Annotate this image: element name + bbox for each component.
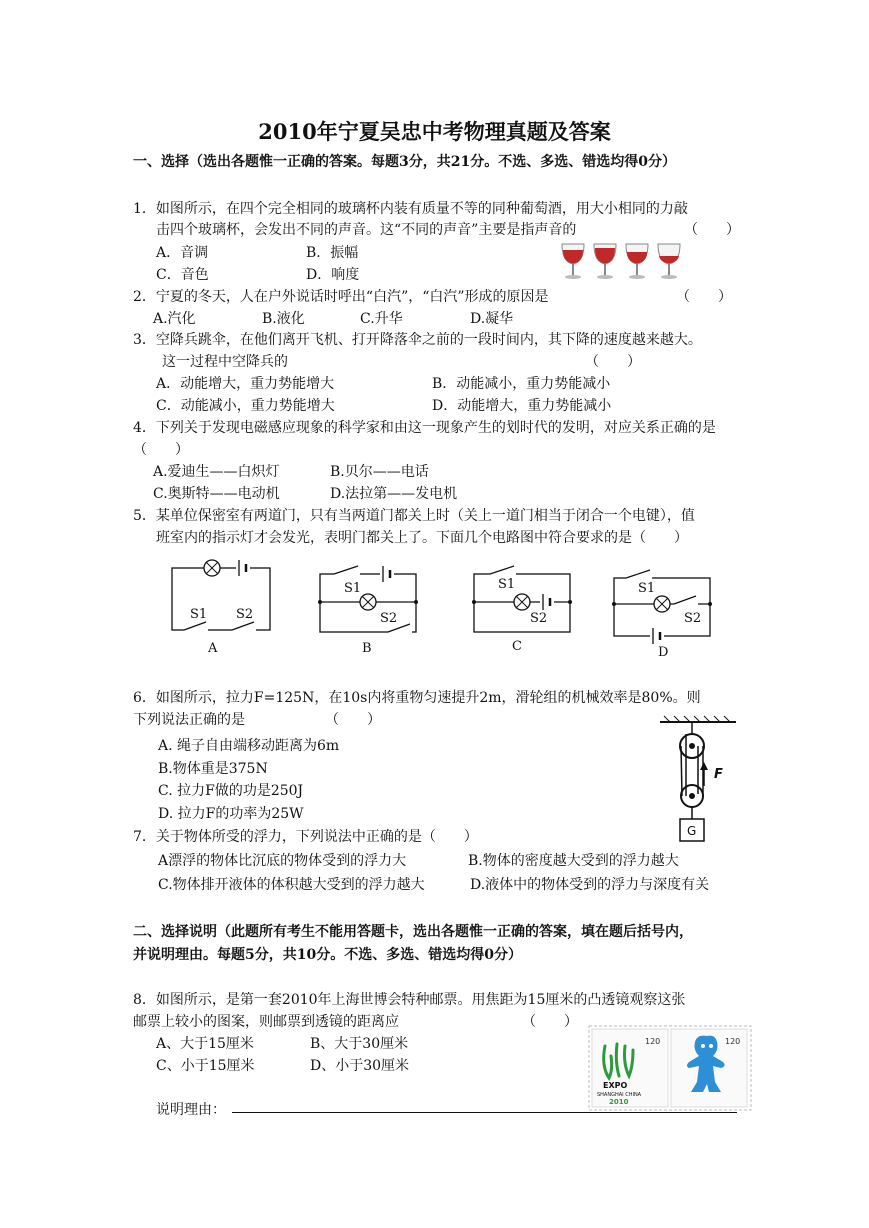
lamp-icon [204, 560, 220, 576]
switch-s2-label: S2 [236, 607, 254, 622]
switch-s1 [334, 564, 361, 596]
stamp-expo-text: EXPO [603, 1081, 628, 1090]
expo-stamps-figure [589, 1026, 751, 1110]
switch-s2-label: S2 [380, 611, 398, 626]
lamp-icon [360, 594, 376, 610]
wine-glass-3 [626, 244, 648, 279]
stamp-value-2: 120 [725, 1037, 741, 1046]
q6-line2: 下列说法正确的是 [133, 712, 245, 728]
q1-line2: 击四个玻璃杯，会发出不同的声音。这“不同的声音”主要是指声音的 [156, 222, 577, 238]
circuit-label-b: B [362, 641, 372, 656]
page-title: 2010年宁夏吴忠中考物理真题及答案 [258, 119, 611, 144]
q6-option-a[interactable]: A. 绳子自由端移动距离为6m [158, 738, 340, 754]
q7-option-b[interactable]: B.物体的密度越大受到的浮力越大 [468, 853, 679, 869]
q2-option-c[interactable]: C.升华 [360, 311, 403, 327]
q3-option-a[interactable]: A．动能增大，重力势能增大 [156, 376, 335, 392]
q3-option-d[interactable]: D．动能增大，重力势能减小 [432, 398, 612, 414]
force-arrow-icon [700, 762, 708, 770]
stamp-value-1: 120 [645, 1037, 661, 1046]
q7-stem: 7．关于物体所受的浮力，下列说法中正确的是（ ） [133, 829, 478, 845]
q4-option-a[interactable]: A.爱迪生——白炽灯 [153, 464, 280, 480]
pulley-figure [660, 716, 740, 846]
q5-line2: 班室内的指示灯才会发光，表明门都关上了。下面几个电路图中符合要求的是（ ） [156, 530, 688, 546]
q4-option-b[interactable]: B.贝尔——电话 [330, 464, 429, 480]
q4-option-d[interactable]: D.法拉第——发电机 [330, 486, 458, 502]
stamp-year-text: 2010 [609, 1098, 629, 1106]
switch-s1 [184, 607, 208, 638]
q4-option-c[interactable]: C.奥斯特——电动机 [153, 486, 280, 502]
q2-option-a[interactable]: A.汽化 [153, 311, 196, 327]
stamp-mascot-haibao [671, 1029, 747, 1107]
battery-icon [380, 566, 394, 582]
q8-option-b[interactable]: B、大于30厘米 [310, 1036, 409, 1052]
q3-paren: （ ） [585, 354, 641, 370]
circuit-b [314, 558, 426, 658]
section-1-heading: 一、选择（选出各题惟一正确的答案。每题3分，共21分。不选、多选、错选均得0分） [133, 154, 676, 170]
circuit-label-d: D [658, 645, 669, 660]
switch-s2-label: S2 [684, 611, 702, 626]
circuit-label-c: C [512, 639, 522, 654]
q6-line1: 6．如图所示，拉力F=125N，在10s内将重物匀速提升2m，滑轮组的机械效率是80%。则 [133, 690, 701, 706]
q2-option-b[interactable]: B.液化 [262, 311, 305, 327]
q3-line1: 3．空降兵跳伞，在他们离开飞机、打开降落伞之前的一段时间内，其下降的速度越来越大。 [133, 332, 702, 348]
q4-paren: （ ） [133, 442, 189, 458]
q6-paren: （ ） [325, 712, 381, 728]
weight-label: G [687, 824, 697, 838]
circuit-c [468, 558, 580, 658]
q1-paren: （ ） [684, 222, 740, 238]
q1-option-d[interactable]: D．响度 [306, 267, 360, 283]
q8-paren: （ ） [522, 1014, 578, 1030]
q8-option-d[interactable]: D、小于30厘米 [310, 1058, 410, 1074]
q3-option-b[interactable]: B．动能减小，重力势能减小 [432, 376, 611, 392]
q3-line2: 这一过程中空降兵的 [162, 354, 288, 370]
q1-option-a[interactable]: A．音调 [156, 245, 209, 261]
q2-option-d[interactable]: D.凝华 [470, 311, 514, 327]
battery-icon [236, 560, 250, 576]
switch-s2 [674, 596, 701, 626]
switch-s1 [490, 564, 516, 592]
circuit-d [608, 558, 720, 660]
q8-line2: 邮票上较小的图案，则邮票到透镜的距离应 [133, 1014, 399, 1030]
q1-line1: 1．如图所示，在四个完全相同的玻璃杯内装有质量不等的同种葡萄酒，用大小相同的力敲 [133, 201, 688, 217]
switch-s2 [232, 607, 256, 638]
switch-s1-label: S1 [498, 577, 516, 592]
circuit-label-a: A [208, 641, 218, 656]
q7-option-d[interactable]: D.液体中的物体受到的浮力与深度有关 [470, 877, 710, 893]
wine-glass-1 [562, 244, 584, 279]
wine-glass-4 [658, 244, 680, 279]
q8-reason-input[interactable] [232, 1112, 737, 1113]
circuit-a [168, 558, 278, 658]
q8-reason-label: 说明理由： [156, 1102, 226, 1118]
section-2-heading-line2: 并说明理由。每题5分，共10分。不选、多选、错选均得0分） [133, 947, 522, 963]
q3-option-c[interactable]: C．动能减小，重力势能增大 [156, 398, 335, 414]
q1-option-b[interactable]: B．振幅 [306, 245, 359, 261]
q6-option-c[interactable]: C. 拉力F做的功是250J [158, 783, 304, 799]
switch-s1-label: S1 [190, 607, 208, 622]
q8-option-c[interactable]: C、小于15厘米 [156, 1058, 255, 1074]
wine-glass-2 [594, 244, 616, 279]
q2-stem: 2．宁夏的冬天，人在户外说话时呼出“白汽”，“白汽”形成的原因是 [133, 289, 549, 305]
switch-s1-label: S1 [638, 581, 656, 596]
stamp-expo-logo [592, 1029, 668, 1107]
q1-option-c[interactable]: C．音色 [156, 267, 209, 283]
q7-option-c[interactable]: C.物体排开液体的体积越大受到的浮力越大 [158, 877, 425, 893]
q8-option-a[interactable]: A、大于15厘米 [156, 1036, 254, 1052]
switch-s2 [380, 611, 412, 640]
switch-s1 [626, 568, 655, 596]
stamp-city-text: SHANGHAI CHINA [597, 1092, 642, 1098]
lamp-icon [514, 594, 530, 610]
q7-option-a[interactable]: A漂浮的物体比沉底的物体受到的浮力大 [158, 853, 407, 869]
q2-paren: （ ） [676, 289, 732, 305]
q6-option-d[interactable]: D. 拉力F的功率为25W [158, 806, 304, 822]
battery-icon [540, 594, 554, 610]
section-2-heading-line1: 二、选择说明（此题所有考生不能用答题卡，选出各题惟一正确的答案，填在题后括号内， [133, 924, 693, 940]
q5-line1: 5．某单位保密室有两道门，只有当两道门都关上时（关上一道门相当于闭合一个电键），值 [133, 508, 695, 524]
q8-line1: 8．如图所示，是第一套2010年上海世博会特种邮票。用焦距为15厘米的凸透镜观察这张 [133, 992, 686, 1008]
battery-icon [650, 628, 664, 644]
lamp-icon [654, 596, 670, 612]
wine-glasses-figure [558, 240, 688, 282]
q6-option-b[interactable]: B.物体重是375N [158, 761, 268, 777]
switch-s2-label: S2 [530, 611, 548, 626]
q4-line1: 4．下列关于发现电磁感应现象的科学家和由这一现象产生的划时代的发明，对应关系正确的是 [133, 420, 716, 436]
switch-s1-label: S1 [344, 581, 362, 596]
force-label: F [714, 767, 723, 782]
